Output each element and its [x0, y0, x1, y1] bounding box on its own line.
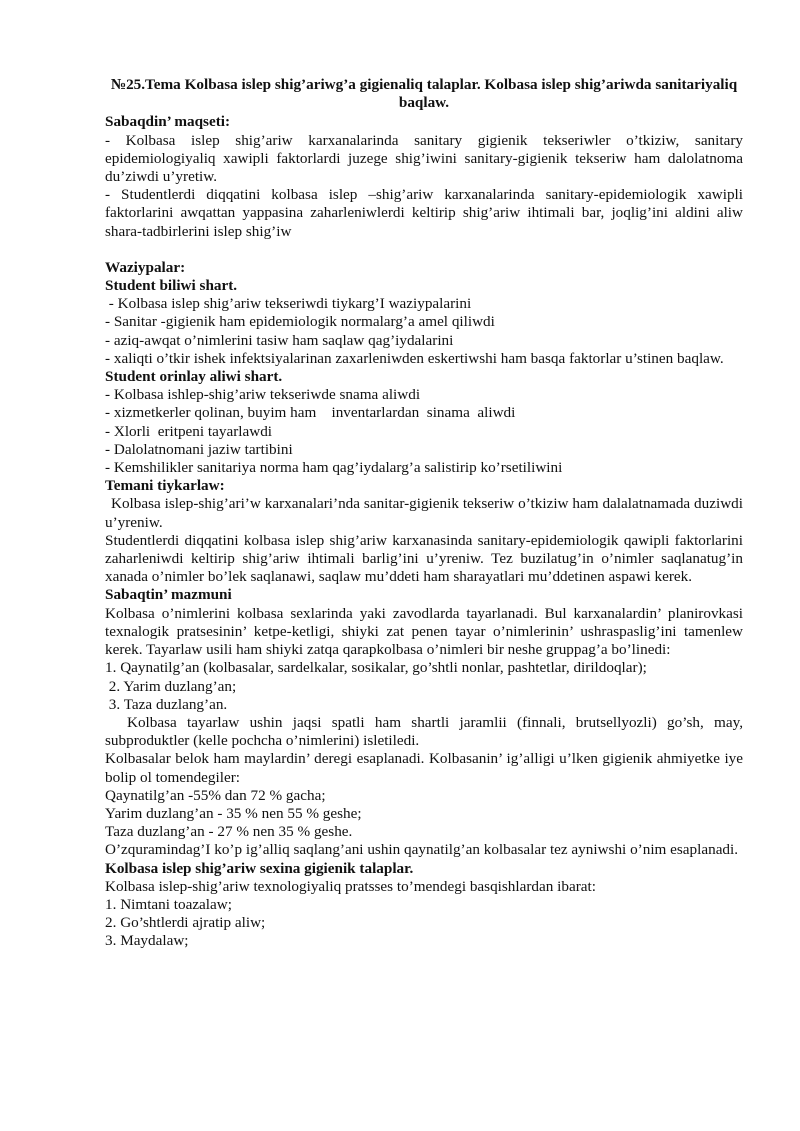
spacer [105, 241, 743, 259]
mazmuni-list-item: 3. Taza duzlang’an. [105, 695, 228, 713]
document-page [105, 76, 743, 951]
maqset-paragraph-1: - Kolbasa islep shig’ariw karxanalarinda sanitary gigienik tekseriwler o’tkiziw, sanitary epidemiologiyaliq xawipli faktorlardi juzege shig’iwini sanitary-gigienik tekseriw ham dalolatnoma du’ziwdi u’yretiw. [105, 131, 743, 186]
orinlay-item: - Xlorli eritpeni tayarlawdi [105, 422, 273, 440]
biliw-item: - xaliqti o’tkir ishek infektsiyalarinan zaxarleniwden eskertiwshi ham basqa faktorlar u’stinen baqlaw. [105, 349, 724, 367]
mazmuni-paragraph-4: O’zquramindag’I ko’p ig’alliq saqlang’ani ushin qaynatilg’an kolbasalar tez ayniwshi o’nim esaplanadi. [105, 841, 739, 859]
mazmuni-paragraph-1: Kolbasa o’nimlerini kolbasa sexlarinda yaki zavodlarda tayarlanadi. Bul karxanalardin’ planirovkasi texnalogik pratsesinin’ ketpe-ketligi, shiyki zat penen tayar o’nimlerinin’ ushraspaslig’ini tamenlew kerek. Tayarlaw usili ham shiyki zatqa qarapkolbasa o’nimleri bir neshe gruppag’a bo’linedi: [105, 604, 743, 659]
moisture-item: Yarim duzlang’an - 35 % nen 55 % geshe; [105, 804, 362, 822]
mazmuni-heading: Sabaqtin’ mazmuni [105, 586, 232, 604]
maqset-paragraph-2: - Studentlerdi diqqatini kolbasa islep –shig’ariw karxanalarinda sanitary-epidemiologik xawipli faktorlarini awqattan yappasina zaharleniwlerdi keltirip shig’ariw ihtimali bar, joqlig’ini aldini aliw shara-tadbirlerini islep shig’iw [105, 186, 743, 240]
biliw-item: - Sanitar -gigienik ham epidemiologik normalarg’a amel qiliwdi [105, 313, 495, 331]
mazmuni-list-item: 1. Qaynatilg’an (kolbasalar, sardelkalar, sosikalar, go’shtli nonlar, pashtetlar, dirildoqlar); [105, 659, 647, 677]
mazmuni-list-item: 2. Yarim duzlang’an; [105, 677, 237, 695]
mazmuni-paragraph-3: Kolbasalar belok ham maylardin’ deregi esaplanadi. Kolbasanin’ ig’alligi u’lken gigienik ahmiyetke iye bolip ol tomendegiler: [105, 750, 743, 786]
orinlay-item: - Dalolatnomani jaziw tartibini [105, 440, 293, 458]
biliw-item: - Kolbasa islep shig’ariw tekseriwdi tiykarg’I waziypalarini [105, 295, 472, 313]
orinlay-heading: Student orinlay aliwi shart. [105, 368, 283, 386]
sex-heading: Kolbasa islep shig’ariw sexina gigienik talaplar. [105, 859, 414, 877]
sex-step: 2. Go’shtlerdi ajratip aliw; [105, 914, 266, 932]
orinlay-item: - xizmetkerler qolinan, buyim ham inventarlardan sinama aliwdi [105, 404, 516, 422]
moisture-item: Taza duzlang’an - 27 % nen 35 % geshe. [105, 823, 353, 841]
temani-paragraph-1: Kolbasa islep-shig’ari’w karxanalari’nda sanitar-gigienik tekseriw o’tkiziw ham dalalatnamada duziwdi u’yreniw. [105, 495, 743, 531]
sex-step: 1. Nimtani toazalaw; [105, 895, 232, 913]
waziypalar-heading: Waziypalar: [105, 258, 186, 276]
maqset-heading: Sabaqdin’ maqseti: [105, 113, 231, 131]
temani-heading: Temani tiykarlaw: [105, 477, 225, 495]
document-title: №25.Tema Kolbasa islep shig’ariwg’a gigienaliq talaplar. Kolbasa islep shig’ariwda sanitariyaliq baqlaw. [110, 76, 738, 112]
orinlay-item: - Kemshilikler sanitariya norma ham qag’iydalarg’a salistirip ko’rsetiliwini [105, 459, 563, 477]
biliw-item: - aziq-awqat o’nimlerini tasiw ham saqlaw qag’iydalarini [105, 331, 454, 349]
moisture-item: Qaynatilg’an -55% dan 72 % gacha; [105, 786, 326, 804]
mazmuni-paragraph-2: Kolbasa tayarlaw ushin jaqsi spatli ham shartli jaramlii (finnali, brutsellyozli) go’sh, may, subproduktler (kelle pochcha o’nimlerini) isletiledi. [105, 713, 743, 750]
orinlay-item: - Kolbasa ishlep-shig’ariw tekseriwde snama aliwdi [105, 386, 421, 404]
sex-intro: Kolbasa islep-shig’ariw texnologiyaliq pratsses to’mendegi basqishlardan ibarat: [105, 877, 596, 895]
biliw-heading: Student biliwi shart. [105, 277, 238, 295]
sex-step: 3. Maydalaw; [105, 932, 189, 950]
temani-paragraph-2: Studentlerdi diqqatini kolbasa islep shig’ariw karxanasinda sanitary-epidemiologik qawipli faktorlarini zaharleniwdi keltirip shig’ariw ihtimali barlig’ini u’yreniw. Tez buzilatug’in o’nimler saqlanatug’in xanada o’nimler bo’lek saqlanawi, saqlaw mu’ddeti ham sharayatlari mu’ddetinen aspawi kerek. [105, 531, 743, 586]
